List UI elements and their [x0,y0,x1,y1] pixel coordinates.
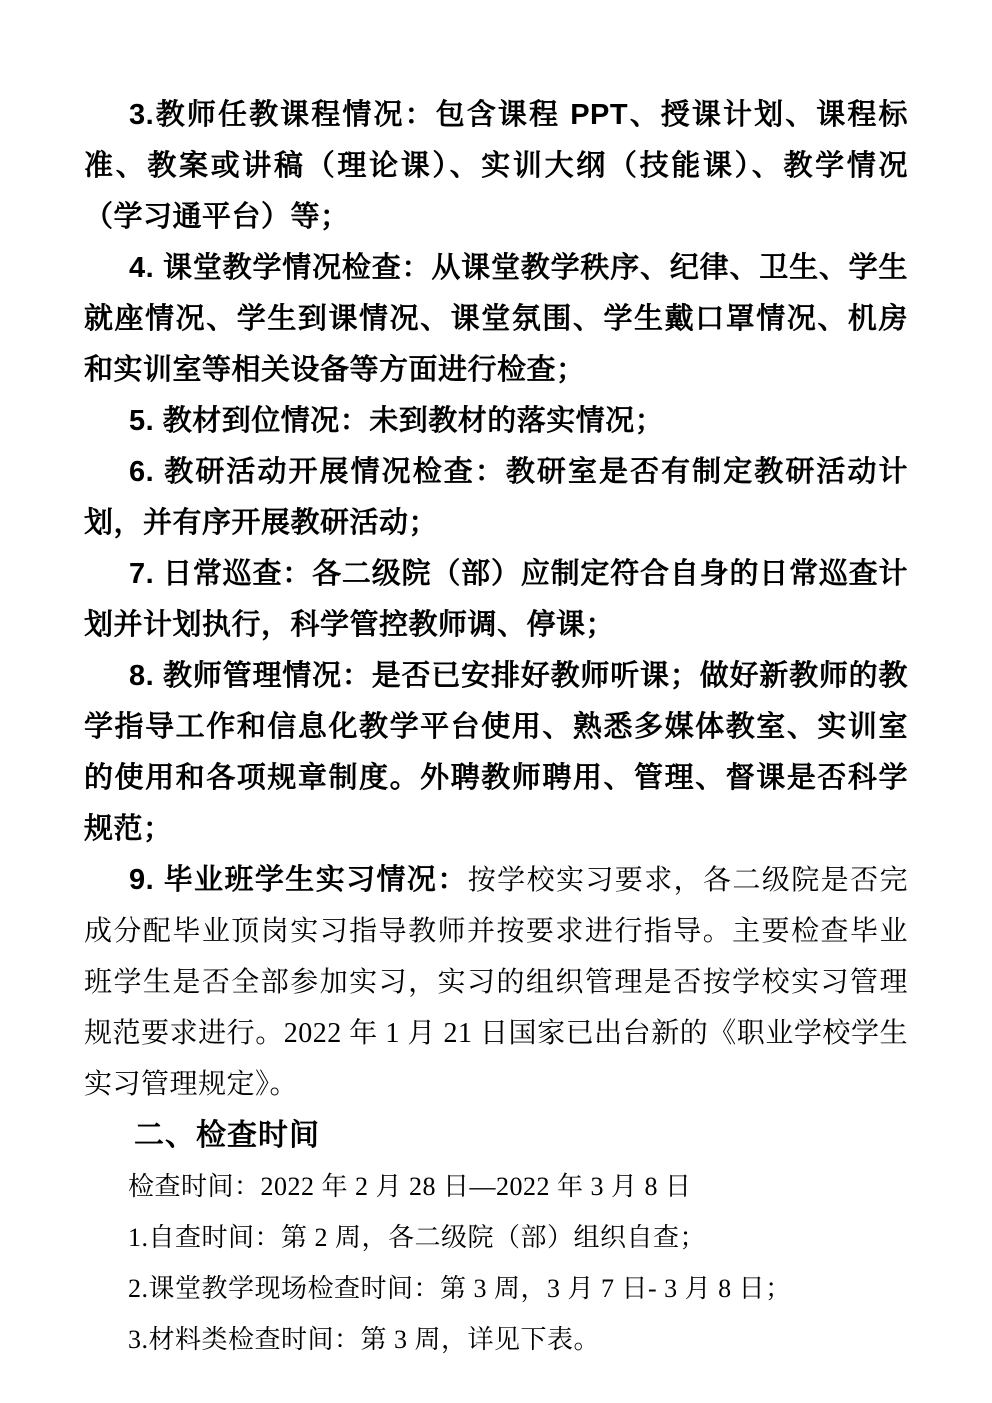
schedule-date-range: 检查时间：2022 年 2 月 28 日—2022 年 3 月 8 日 [128,1172,692,1201]
paragraph-item-4: 4. 课堂教学情况检查：从课堂教学秩序、纪律、卫生、学生就座情况、学生到课情况、课堂氛围、学生戴口罩情况、机房和实训室等相关设备等方面进行检查； [84,252,908,386]
paragraph-item-9 [84,855,908,1110]
schedule-item-self-check: 1.自查时间：第 2 周，各二级院（部）组织自查； [128,1223,707,1252]
paragraph-item-3: 3.教师任教课程情况：包含课程 PPT、授课计划、课程标准、教案或讲稿（理论课）、实训大纲（技能课）、教学情况（学习通平台）等； [84,99,908,233]
paragraph-item-8: 8. 教师管理情况：是否已安排好教师听课；做好新教师的教学指导工作和信息化教学平台使用、熟悉多媒体教室、实训室的使用和各项规章制度。外聘教师聘用、管理、督课是否科学规范； [84,660,908,845]
item-9-body-text: 按学校实习要求，各二级院是否完成分配毕业顶岗实习指导教师并按要求进行指导。主要检查毕业班学生是否全部参加实习，实习的组织管理是否按学校实习管理规范要求进行。2022 年 1 月 21 日国家已出台新的《职业学校学生实习管理规定》。 [84,865,908,1100]
paragraph-item-5: 5. 教材到位情况：未到教材的落实情况； [129,405,665,437]
section-heading-check-time: 二、检查时间 [134,1119,320,1152]
schedule-item-classroom-check: 2.课堂教学现场检查时间：第 3 周，3 月 7 日- 3 月 8 日； [128,1274,792,1303]
paragraph-item-6: 6. 教研活动开展情况检查：教研室是否有制定教研活动计划，并有序开展教研活动； [84,456,908,539]
paragraph-item-7: 7. 日常巡查：各二级院（部）应制定符合自身的日常巡查计划并计划执行，科学管控教师调、停课； [84,558,908,641]
item-9-bold-lead: 9. 毕业班学生实习情况： [129,864,468,896]
schedule-item-material-check: 3.材料类检查时间：第 3 周，详见下表。 [128,1325,601,1354]
